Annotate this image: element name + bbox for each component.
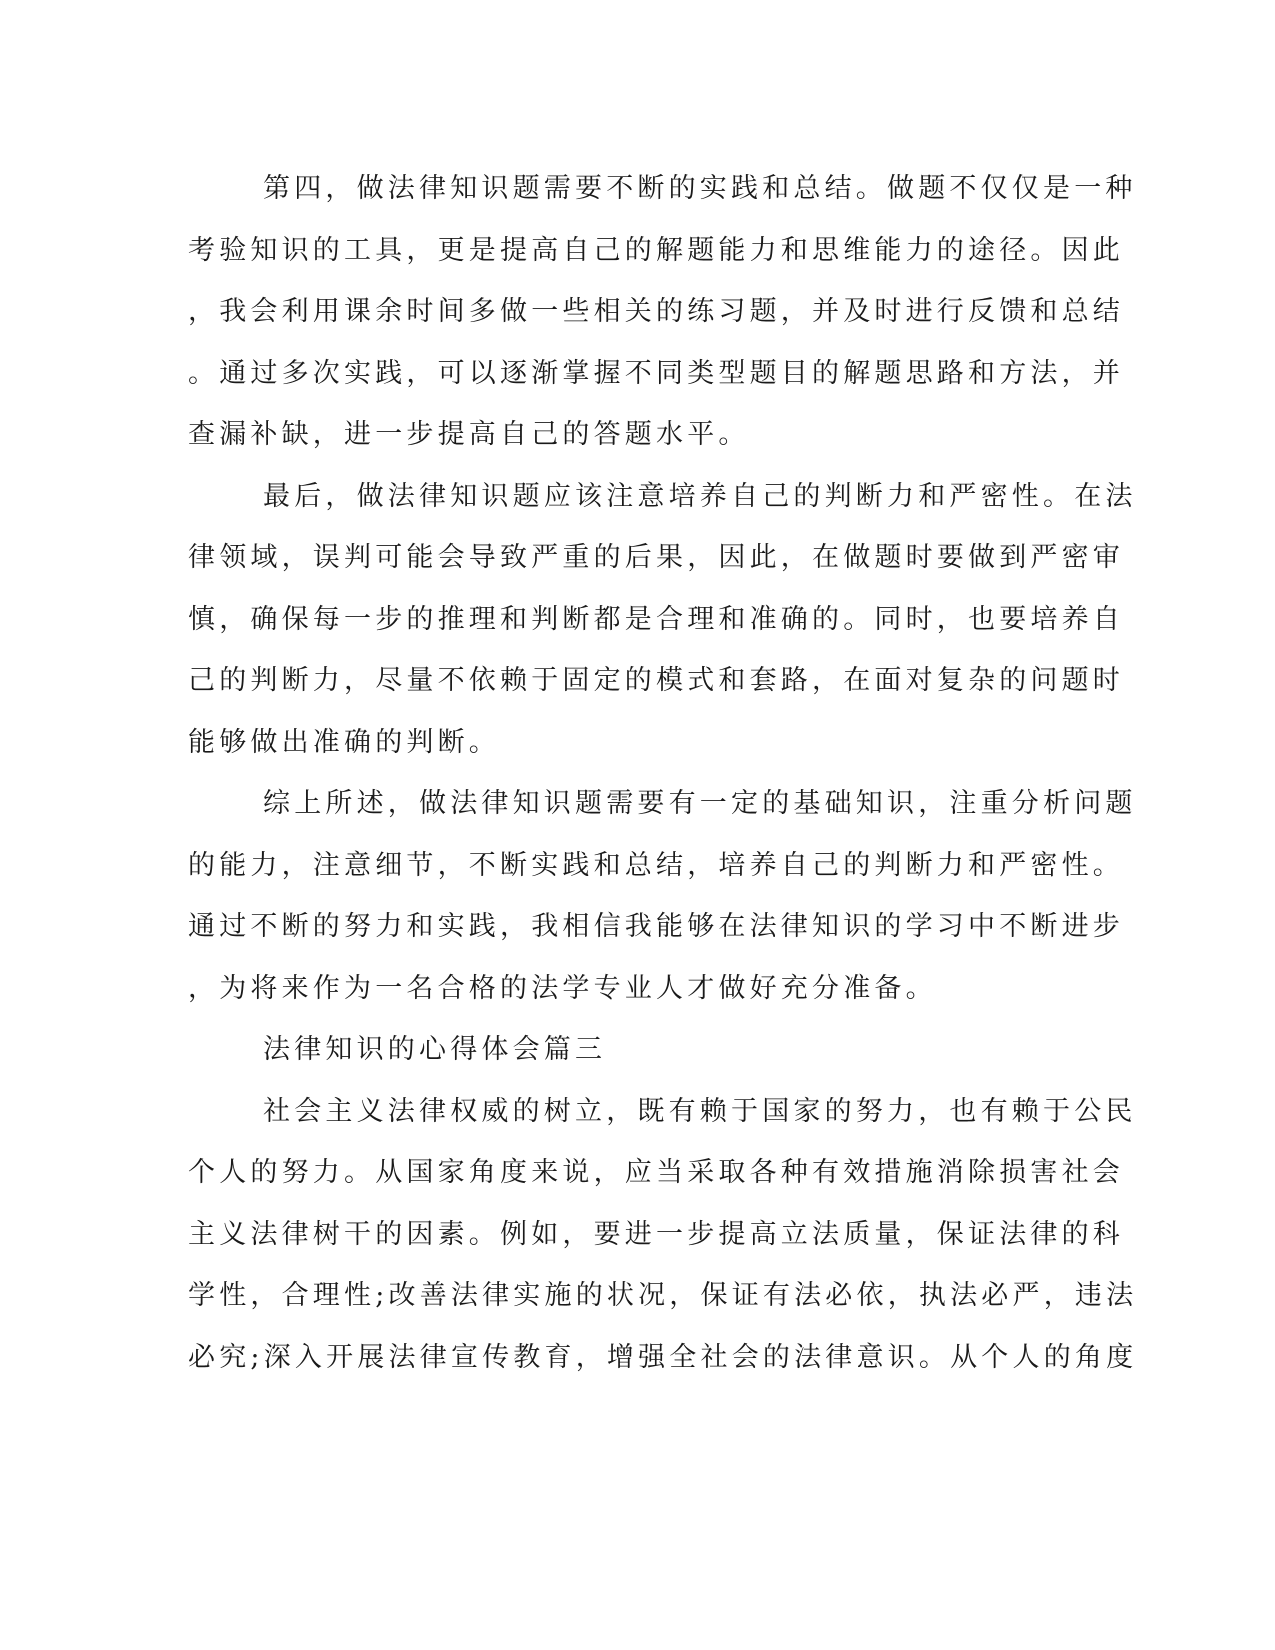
paragraph-line: 必究;深入开展法律宣传教育，增强全社会的法律意识。从个人的角度 [188, 1341, 1138, 1373]
paragraph-line: 最后，做法律知识题应该注意培养自己的判断力和严密性。在法 [263, 480, 1137, 512]
paragraph-line: 通过不断的努力和实践，我相信我能够在法律知识的学习中不断进步 [188, 911, 1124, 942]
paragraph-line: 考验知识的工具，更是提高自己的解题能力和思维能力的途径。因此 [188, 234, 1124, 266]
paragraph-line: 查漏补缺，进一步提高自己的答题水平。 [188, 419, 750, 450]
paragraph-line: 慎，确保每一步的推理和判断都是合理和准确的。同时，也要培养自 [188, 603, 1124, 635]
paragraph-line: 第四，做法律知识题需要不断的实践和总结。做题不仅仅是一种 [263, 173, 1137, 204]
paragraph-line: 律领域，误判可能会导致严重的后果，因此，在做题时要做到严密审 [188, 542, 1124, 573]
paragraph-line: 己的判断力，尽量不依赖于固定的模式和套路，在面对复杂的问题时 [188, 665, 1124, 696]
paragraph-line: ，为将来作为一名合格的法学专业人才做好充分准备。 [188, 972, 937, 1004]
paragraph-line: 个人的努力。从国家角度来说，应当采取各种有效措施消除损害社会 [188, 1157, 1124, 1188]
paragraph-line: 主义法律树干的因素。例如，要进一步提高立法质量，保证法律的科 [188, 1218, 1124, 1250]
paragraph-line: 社会主义法律权威的树立，既有赖于国家的努力，也有赖于公民 [263, 1095, 1137, 1127]
paragraph-line: 学性，合理性;改善法律实施的状况，保证有法必依，执法必严，违法 [188, 1280, 1138, 1311]
paragraph-line: ，我会利用课余时间多做一些相关的练习题，并及时进行反馈和总结 [188, 296, 1124, 327]
document-body [188, 158, 1138, 1388]
section-heading: 法律知识的心得体会篇三 [263, 1034, 607, 1065]
paragraph-line: 综上所述，做法律知识题需要有一定的基础知识，注重分析问题 [263, 788, 1137, 819]
paragraph-line: 的能力，注意细节，不断实践和总结，培养自己的判断力和严密性。 [188, 849, 1124, 881]
paragraph-line: 。通过多次实践，可以逐渐掌握不同类型题目的解题思路和方法，并 [188, 357, 1124, 389]
paragraph-line: 能够做出准确的判断。 [188, 726, 500, 758]
